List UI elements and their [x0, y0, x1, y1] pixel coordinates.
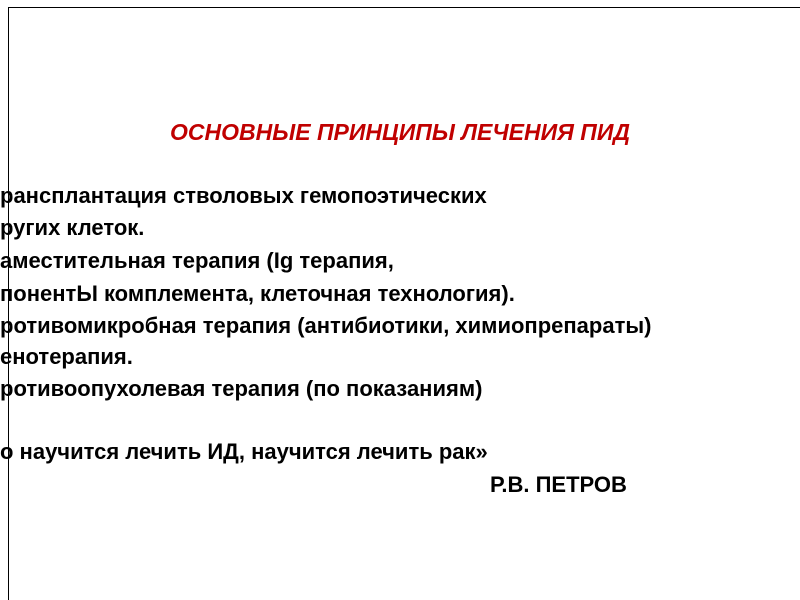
quote-author: Р.В. ПЕТРОВ — [490, 472, 627, 497]
principle-line-6: енотерапия. — [0, 344, 133, 369]
principle-line-5: ротивомикробная терапия (антибиотики, химиопрепараты) — [0, 313, 652, 338]
slide-title: ОСНОВНЫЕ ПРИНЦИПЫ ЛЕЧЕНИЯ ПИД — [170, 119, 630, 145]
slide-frame-top-border — [8, 7, 800, 8]
principle-line-4: понентЫ комплемента, клеточная технология). — [0, 281, 515, 306]
principle-line-2: ругих клеток. — [0, 215, 145, 240]
principle-line-7: ротивоопухолевая терапия (по показаниям) — [0, 376, 483, 401]
principle-line-1: рансплантация стволовых гемопоэтических — [0, 183, 487, 208]
quote-text: о научится лечить ИД, научится лечить рак» — [0, 439, 488, 464]
principle-line-3: аместительная терапия (Ig терапия, — [0, 248, 394, 273]
